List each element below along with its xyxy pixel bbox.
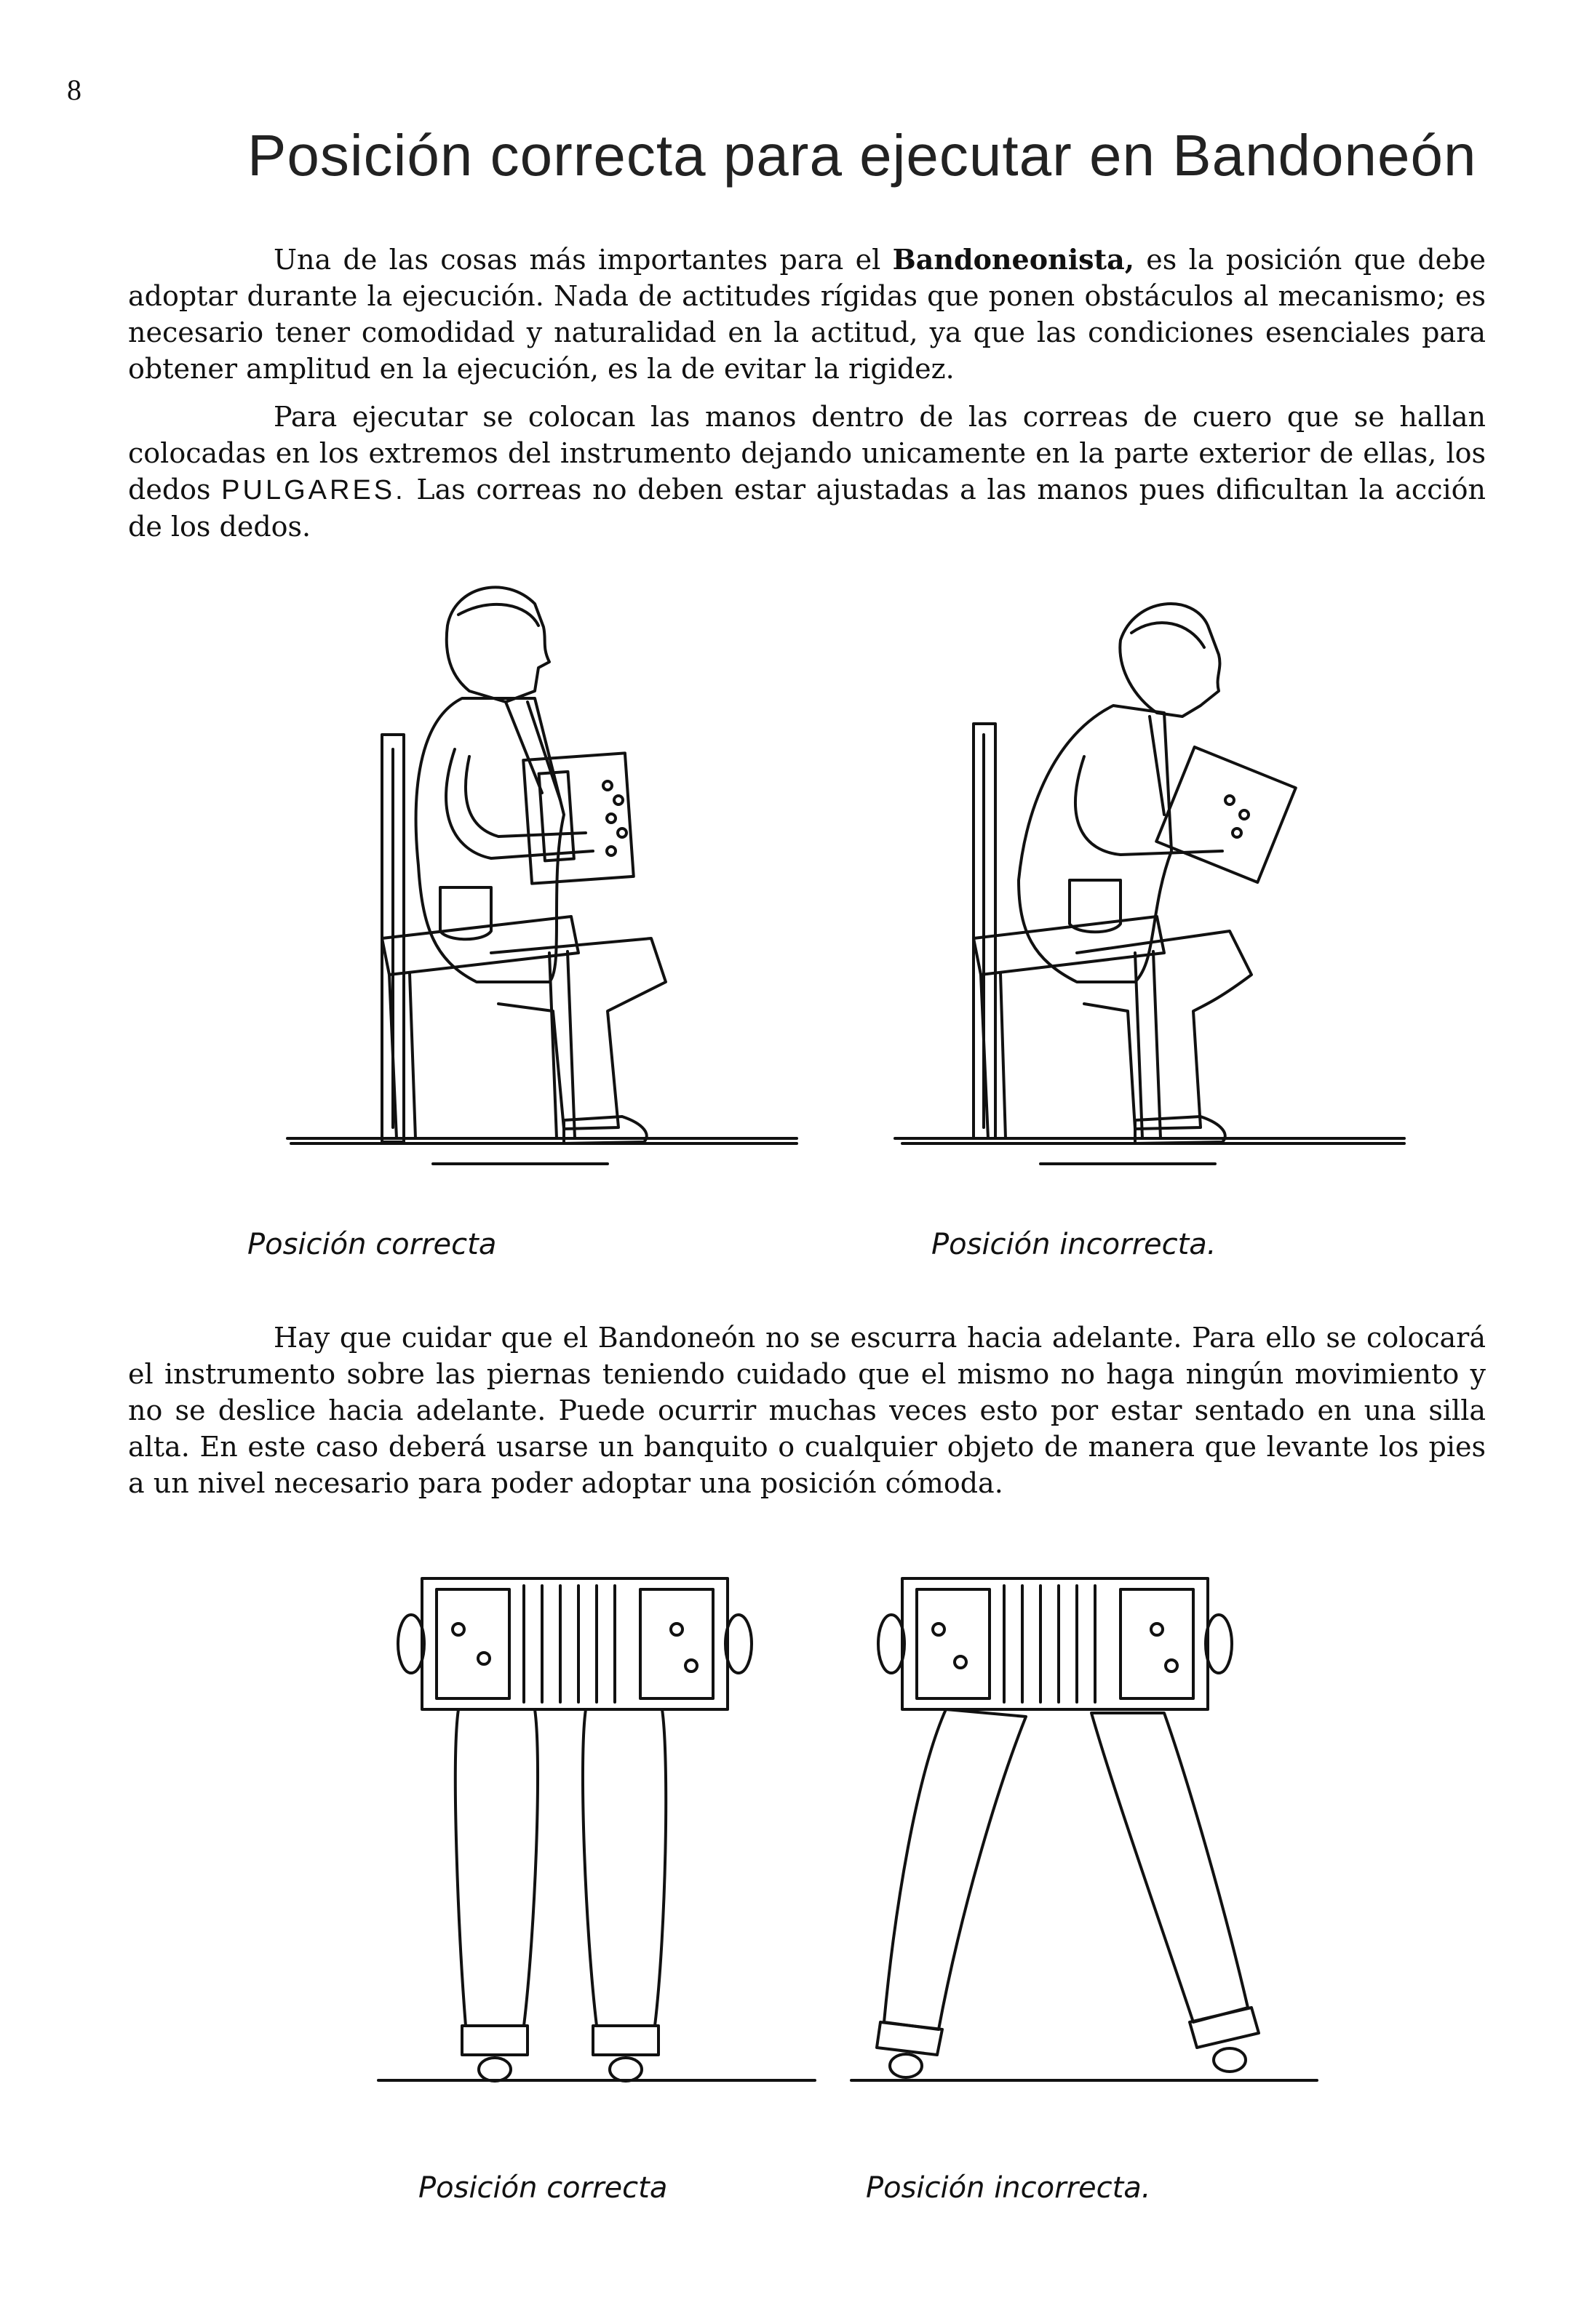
side-correct-illustration xyxy=(287,575,811,1200)
paragraph-text: Para ejecutar se colocan las manos dentro de las correas de cuero que se hallan colocadas en los extremos del instrumento dejando unicamente en la parte exterior de ellas, los dedos xyxy=(128,401,1486,506)
paragraph-text: Hay que cuidar que el Bandoneón no se escurra hacia adelante. Para ello se colocará el instrumento sobre las piernas teniendo cuidado que el mismo no haga ningún movimiento y no se deslice hacia adelante. Puede ocurrir muchas veces esto por estar sentado en una silla alta. En este caso deberá usarse un banquito o cualquier objeto de manera que levante los pies a un nivel necesario para poder adoptar una posición cómoda. xyxy=(128,1322,1486,1499)
bandoneonista-term: Bandoneonista, xyxy=(892,243,1134,276)
caption-front-incorrect: Posición incorrecta. xyxy=(866,2171,1151,2205)
caption-front-correct: Posición correcta xyxy=(418,2171,668,2205)
side-incorrect-illustration xyxy=(895,589,1419,1200)
caption-side-incorrect: Posición incorrecta. xyxy=(931,1228,1217,1261)
page-title: Posición correcta para ejecutar en Bandoneón xyxy=(247,123,1477,188)
paragraph-instrument-placement xyxy=(128,1319,1486,1501)
page-number: 8 xyxy=(67,73,81,106)
paragraph-text: es la posición que debe adoptar durante la ejecución. Nada de actitudes rígidas que ponen obstáculos al mecanismo; es necesario tener comodidad y naturalidad en la actitud, ya que las condiciones esenciales para obtener amplitud en la ejecución, es la de evitar la rigidez. xyxy=(128,244,1486,385)
caption-side-correct: Posición correcta xyxy=(247,1228,497,1261)
paragraph-text: Las correas no deben estar ajustadas a las manos pues dificultan la acción de los dedos. xyxy=(128,474,1486,543)
paragraph-text: Una de las cosas más importantes para el xyxy=(274,244,893,276)
paragraph-posture-intro xyxy=(128,241,1486,387)
front-incorrect-illustration xyxy=(851,1571,1361,2095)
front-correct-illustration xyxy=(378,1571,829,2095)
paragraph-hand-straps xyxy=(128,399,1486,545)
pulgares-term: PULGARES. xyxy=(221,475,406,506)
